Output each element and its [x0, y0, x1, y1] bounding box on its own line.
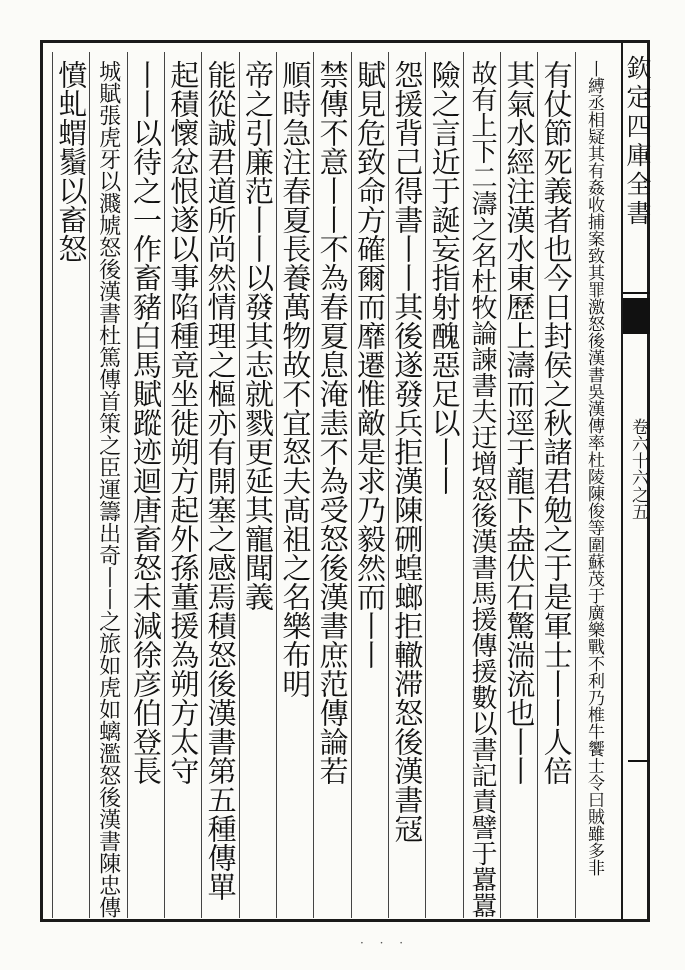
column-rule: [164, 52, 165, 918]
footer-marks: · · ·: [360, 936, 410, 950]
text-column: 能從誠君道所尚然情理之樞亦有開塞之感焉積怒後漢書第五種傳單: [203, 60, 238, 901]
text-column: 丨丨以待之一作畜豬白馬賦蹤迹迴唐畜怒未減徐彦伯登長: [128, 60, 163, 785]
text-column: 丨縛丞相疑其有姦收捕案致其罪激怒後漢書吳漢傳率杜陵陳俊等圍蘇茂于廣樂戰不利乃椎牛饗士令曰賊雖多非: [583, 60, 604, 876]
column-rule: [239, 52, 240, 918]
text-column: 憤虬蝟鬚以畜怒: [54, 60, 89, 263]
column-rule: [388, 52, 389, 918]
fishtail-mark: [623, 298, 650, 334]
column-rule: [52, 52, 53, 918]
column-rule: [537, 52, 538, 918]
text-column: 故有上下二濤之名杜牧論諫書夫迂增怒後漢書馬援傳援數以書記責譬于囂囂: [466, 60, 497, 918]
text-column: 起積懷忿恨遂以事陷種竟坐徙朔方起外孫董援為朔方太守: [166, 60, 201, 785]
text-column: 其氣水經注漢水東歷上濤而逕于龍下盎伏石驚湍流也丨丨: [502, 60, 537, 785]
column-rule: [276, 52, 277, 918]
column-rule: [463, 52, 464, 918]
margin-rule: [628, 760, 650, 762]
column-rule: [575, 52, 576, 918]
text-column: 禁傳不意丨丨不為春夏息淹恚不為受怒後漢書庶范傳論若: [315, 60, 350, 785]
column-rule: [127, 52, 128, 918]
column-rule: [351, 52, 352, 918]
text-column: 怨援背己得書丨丨其後遂發兵拒漢陳硎蝗螂拒轍滞怒後漢書冦: [390, 60, 425, 843]
text-column: 賦見危致命方確爾而靡遷惟敵是求乃毅然而丨丨: [352, 60, 387, 669]
text-column: 有仗節死義者也今日封侯之秋諸君勉之于是軍士丨丨人倍: [539, 60, 574, 785]
fishtail-rule: [623, 292, 650, 294]
text-column: 險之言近于誕妄指射醜惡足以丨丨: [427, 60, 462, 495]
running-head-volume: 卷六十六之五: [628, 418, 648, 520]
column-rule: [89, 52, 90, 918]
column-rule: [313, 52, 314, 918]
running-head-title: 欽定四庫全書: [623, 55, 652, 229]
text-column: 帝之引廉范丨丨以發其志就戮更延其寵聞義: [240, 60, 275, 611]
text-column: 城賦張虎牙以濺虓怒後漢書杜篤傳首策之臣運籌出奇丨丨之旅如虎如螭濫怒後漢書陳忠傳: [95, 60, 121, 918]
column-rule: [425, 52, 426, 918]
text-column: 順時急注春夏長養萬物故不宜怒夫髙祖之名樂布明: [278, 60, 313, 698]
column-rule: [201, 52, 202, 918]
column-rule: [500, 52, 501, 918]
